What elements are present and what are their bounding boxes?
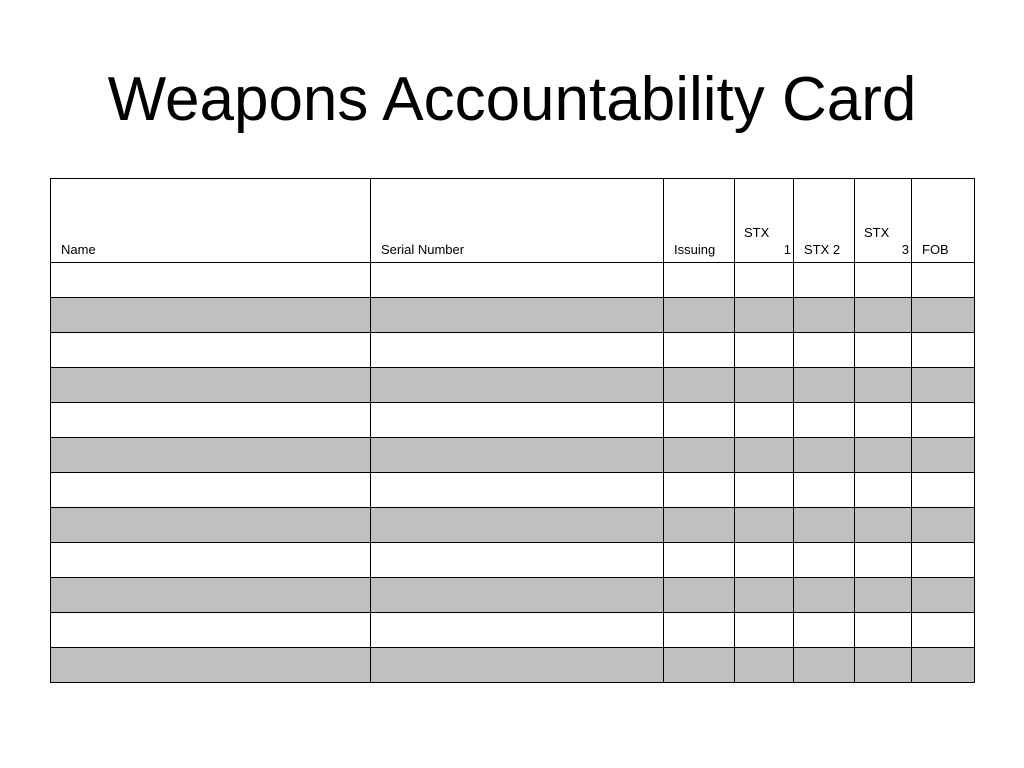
cell-serial-number[interactable] xyxy=(371,438,664,473)
cell-stx-1[interactable] xyxy=(735,368,794,403)
cell-stx-2[interactable] xyxy=(794,333,855,368)
cell-serial-number[interactable] xyxy=(371,508,664,543)
cell-stx-1[interactable] xyxy=(735,543,794,578)
cell-stx-3[interactable] xyxy=(855,613,912,648)
cell-stx-3[interactable] xyxy=(855,403,912,438)
cell-serial-number[interactable] xyxy=(371,543,664,578)
cell-fob[interactable] xyxy=(912,543,975,578)
cell-name[interactable] xyxy=(51,578,371,613)
cell-fob[interactable] xyxy=(912,298,975,333)
cell-name[interactable] xyxy=(51,438,371,473)
cell-stx-1[interactable] xyxy=(735,333,794,368)
cell-fob[interactable] xyxy=(912,368,975,403)
cell-stx-2[interactable] xyxy=(794,508,855,543)
cell-issuing[interactable] xyxy=(664,578,735,613)
cell-issuing[interactable] xyxy=(664,438,735,473)
cell-issuing[interactable] xyxy=(664,263,735,298)
cell-fob[interactable] xyxy=(912,403,975,438)
table-row xyxy=(51,613,975,648)
table-row xyxy=(51,543,975,578)
table-row xyxy=(51,368,975,403)
cell-stx-3[interactable] xyxy=(855,473,912,508)
accountability-table xyxy=(50,178,975,683)
column-header-stx-3: STX 3 xyxy=(855,179,912,263)
cell-stx-1[interactable] xyxy=(735,613,794,648)
column-header-fob: FOB xyxy=(912,179,975,263)
table-row xyxy=(51,508,975,543)
column-header-issuing: Issuing xyxy=(664,179,735,263)
cell-stx-1[interactable] xyxy=(735,438,794,473)
cell-issuing[interactable] xyxy=(664,648,735,683)
cell-name[interactable] xyxy=(51,613,371,648)
cell-serial-number[interactable] xyxy=(371,648,664,683)
cell-name[interactable] xyxy=(51,333,371,368)
cell-fob[interactable] xyxy=(912,508,975,543)
cell-stx-1[interactable] xyxy=(735,508,794,543)
cell-serial-number[interactable] xyxy=(371,368,664,403)
cell-stx-1[interactable] xyxy=(735,648,794,683)
cell-stx-3[interactable] xyxy=(855,508,912,543)
cell-stx-2[interactable] xyxy=(794,648,855,683)
cell-stx-3[interactable] xyxy=(855,438,912,473)
cell-issuing[interactable] xyxy=(664,403,735,438)
cell-fob[interactable] xyxy=(912,333,975,368)
cell-serial-number[interactable] xyxy=(371,263,664,298)
cell-issuing[interactable] xyxy=(664,473,735,508)
header-row xyxy=(51,179,975,263)
cell-stx-3[interactable] xyxy=(855,648,912,683)
table-row xyxy=(51,473,975,508)
cell-serial-number[interactable] xyxy=(371,473,664,508)
table-row xyxy=(51,298,975,333)
table-row xyxy=(51,648,975,683)
cell-fob[interactable] xyxy=(912,648,975,683)
cell-name[interactable] xyxy=(51,543,371,578)
column-header-name: Name xyxy=(51,179,371,263)
table-row xyxy=(51,578,975,613)
table-row xyxy=(51,438,975,473)
column-header-stx-1: STX 1 xyxy=(735,179,794,263)
cell-stx-2[interactable] xyxy=(794,578,855,613)
cell-stx-3[interactable] xyxy=(855,263,912,298)
cell-serial-number[interactable] xyxy=(371,403,664,438)
cell-fob[interactable] xyxy=(912,578,975,613)
cell-issuing[interactable] xyxy=(664,543,735,578)
cell-stx-2[interactable] xyxy=(794,263,855,298)
cell-serial-number[interactable] xyxy=(371,613,664,648)
cell-name[interactable] xyxy=(51,298,371,333)
cell-stx-3[interactable] xyxy=(855,578,912,613)
cell-stx-2[interactable] xyxy=(794,613,855,648)
table-row xyxy=(51,403,975,438)
cell-stx-2[interactable] xyxy=(794,403,855,438)
table-row xyxy=(51,333,975,368)
cell-serial-number[interactable] xyxy=(371,298,664,333)
cell-stx-2[interactable] xyxy=(794,543,855,578)
cell-stx-1[interactable] xyxy=(735,578,794,613)
cell-stx-2[interactable] xyxy=(794,473,855,508)
cell-fob[interactable] xyxy=(912,438,975,473)
cell-serial-number[interactable] xyxy=(371,333,664,368)
cell-serial-number[interactable] xyxy=(371,578,664,613)
cell-stx-2[interactable] xyxy=(794,368,855,403)
cell-stx-3[interactable] xyxy=(855,298,912,333)
cell-stx-3[interactable] xyxy=(855,543,912,578)
page-title: Weapons Accountability Card xyxy=(107,65,917,134)
cell-stx-1[interactable] xyxy=(735,403,794,438)
cell-name[interactable] xyxy=(51,508,371,543)
table-row xyxy=(51,263,975,298)
cell-name[interactable] xyxy=(51,403,371,438)
cell-issuing[interactable] xyxy=(664,508,735,543)
cell-stx-1[interactable] xyxy=(735,298,794,333)
cell-issuing[interactable] xyxy=(664,613,735,648)
cell-stx-2[interactable] xyxy=(794,298,855,333)
cell-name[interactable] xyxy=(51,648,371,683)
column-header-serial-number: Serial Number xyxy=(371,179,664,263)
cell-stx-3[interactable] xyxy=(855,333,912,368)
cell-name[interactable] xyxy=(51,473,371,508)
cell-stx-1[interactable] xyxy=(735,263,794,298)
cell-issuing[interactable] xyxy=(664,368,735,403)
cell-stx-1[interactable] xyxy=(735,473,794,508)
cell-issuing[interactable] xyxy=(664,298,735,333)
cell-fob[interactable] xyxy=(912,263,975,298)
cell-issuing[interactable] xyxy=(664,333,735,368)
column-header-stx-2: STX 2 xyxy=(794,179,855,263)
cell-name[interactable] xyxy=(51,263,371,298)
cell-name[interactable] xyxy=(51,368,371,403)
cell-fob[interactable] xyxy=(912,473,975,508)
cell-stx-2[interactable] xyxy=(794,438,855,473)
cell-fob[interactable] xyxy=(912,613,975,648)
cell-stx-3[interactable] xyxy=(855,368,912,403)
